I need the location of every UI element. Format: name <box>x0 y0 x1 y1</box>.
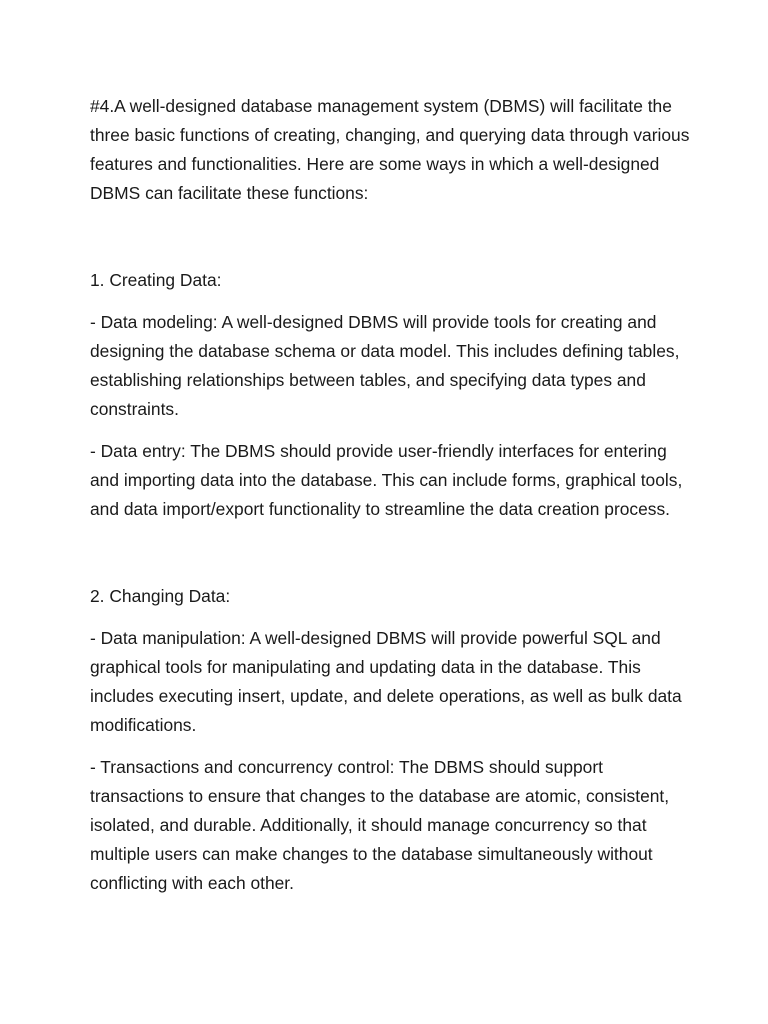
bullet-data-manipulation: - Data manipulation: A well-designed DBMS will provide powerful SQL and graphical tools for manipulating and updating data in the database. This includes executing insert, update, and delete operations, as well as bulk data modifications. <box>90 628 682 735</box>
document-body <box>90 92 690 911</box>
intro-paragraph: #4.A well-designed database management system (DBMS) will facilitate the three basic functions of creating, changing, and querying data through various features and functionalities. Here are some ways in which a well-designed DBMS can facilitate these functions: <box>90 96 690 203</box>
bullet-data-entry: - Data entry: The DBMS should provide user-friendly interfaces for entering and importing data into the database. This can include forms, graphical tools, and data import/export functionality to streamline the data creation process. <box>90 441 683 519</box>
section-heading-changing-data: 2. Changing Data: <box>90 586 231 606</box>
section-heading-creating-data: 1. Creating Data: <box>90 270 222 290</box>
bullet-data-modeling: - Data modeling: A well-designed DBMS will provide tools for creating and designing the database schema or data model. This includes defining tables, establishing relationships between tables, and specifying data types and constraints. <box>90 312 680 419</box>
bullet-transactions-concurrency: - Transactions and concurrency control: The DBMS should support transactions to ensure that changes to the database are atomic, consistent, isolated, and durable. Additionally, it should manage concurrency so that multiple users can make changes to the database simultaneously without conflicting with each other. <box>90 757 670 893</box>
